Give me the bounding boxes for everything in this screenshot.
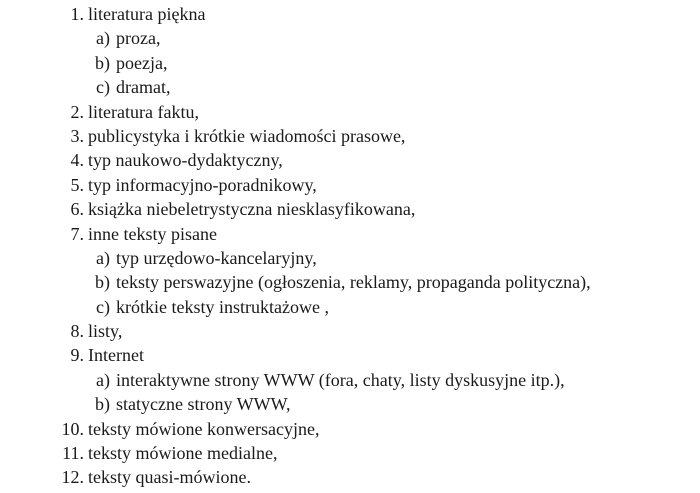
list-item [0,222,700,246]
list-item-text: książka niebeletrystyczna niesklasyfikowana, [88,199,416,220]
list-item-text: typ informacyjno-poradnikowy, [88,174,317,195]
list-item [0,343,700,367]
list-item [0,2,700,26]
text-type-list [0,2,700,490]
list-subitem-text: statyczne strony WWW, [116,394,291,415]
list-item-text: teksty mówione medialne, [88,443,278,464]
list-item-text: listy, [88,321,123,342]
list-subitem-text: krótkie teksty instruktażowe , [116,296,329,317]
list-item-number: 2. [70,101,84,122]
list-item-number: 3. [70,125,84,146]
list-subitem-letter: b) [95,272,110,293]
list-subitem [0,26,700,50]
list-subitem-letter: c) [96,296,110,317]
list-item-text: literatura faktu, [88,101,199,122]
list-item [0,465,700,489]
list-item-text: literatura piękna [88,4,206,24]
list-item-text: inne teksty pisane [88,223,217,244]
list-item-text: Internet [88,345,144,366]
list-subitem [0,270,700,294]
list-subitem [0,295,700,319]
list-subitem-text: poezja, [116,52,168,73]
list-item [0,124,700,148]
list-item [0,197,700,221]
list-subitem [0,75,700,99]
list-subitem [0,368,700,392]
list-item-number: 12. [61,467,84,488]
list-item-number: 9. [70,345,84,366]
list-subitem [0,51,700,75]
list-subitem-letter: a) [96,28,110,49]
list-subitem-letter: b) [95,52,110,73]
list-subitem [0,392,700,416]
list-item-text: teksty quasi-mówione. [88,467,251,488]
list-subitem-text: dramat, [116,77,171,98]
list-subitem-letter: c) [96,77,110,98]
list-item-number: 7. [70,223,84,244]
list-item-text: publicystyka i krótkie wiadomości prasowe, [88,125,406,146]
list-item [0,441,700,465]
list-item-text: typ naukowo-dydaktyczny, [88,150,283,171]
list-item-number: 11. [62,443,84,464]
list-item [0,100,700,124]
list-item [0,173,700,197]
list-item-number: 8. [70,321,84,342]
list-subitem-text: typ urzędowo-kancelaryjny, [116,247,317,268]
list-item [0,417,700,441]
list-item-number: 5. [70,174,84,195]
list-item-text: teksty mówione konwersacyjne, [88,418,320,439]
list-subitem-letter: a) [96,369,110,390]
list-item-number: 6. [70,199,84,220]
list-item-number: 10. [61,418,84,439]
list-item-number: 1. [70,4,84,24]
list-item-number: 4. [70,150,84,171]
list-subitem-text: teksty perswazyjne (ogłoszenia, reklamy, propaganda polityczna), [116,272,591,293]
list-subitem-letter: b) [95,394,110,415]
list-subitem-letter: a) [96,247,110,268]
list-item [0,148,700,172]
list-subitem-text: proza, [116,28,161,49]
list-item [0,319,700,343]
list-subitem-text: interaktywne strony WWW (fora, chaty, listy dyskusyjne itp.), [116,369,565,390]
list-subitem [0,246,700,270]
